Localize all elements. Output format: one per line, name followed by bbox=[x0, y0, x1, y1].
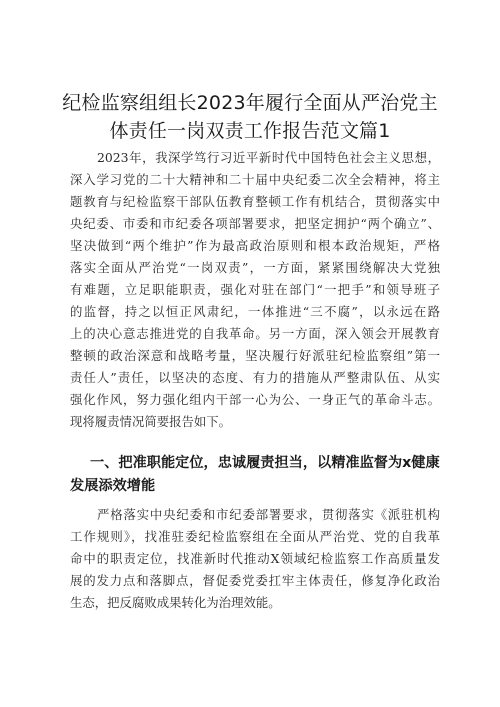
intro-line: 坚决做到“两个维护”作为最高政治原则和根本政治规矩，严格 bbox=[70, 238, 440, 253]
intro-line: 现将履责情况简要报告如下。 bbox=[70, 414, 232, 429]
section-1-line: 生态，把反腐败成果转化为治理效能。 bbox=[70, 595, 281, 610]
intro-line: 有难题，立足职能职责，强化对驻在部门“一把手”和领导班子 bbox=[70, 282, 440, 297]
document-title-line-2: 体责任一岗双责工作报告范文篇1 bbox=[109, 120, 391, 142]
section-1-paragraph bbox=[70, 504, 440, 614]
section-1-line: 严格落实中央纪委和市纪委部署要求，贯彻落实《派驻机构 bbox=[97, 507, 440, 522]
intro-line: 责任人”责任，以坚决的态度、有力的措施从严整肃队伍、从实 bbox=[70, 370, 440, 385]
intro-paragraph bbox=[70, 147, 440, 433]
section-1-line: 展的发力点和落脚点，督促委党委扛牢主体责任，修复净化政治 bbox=[70, 573, 440, 588]
section-1-heading-line-1: 一、把准职能定位，忠诚履责担当，以精准监督为x健康 bbox=[90, 455, 440, 471]
intro-line: 强化作风，努力强化组内干部一心为公、一身正气的革命斗志。 bbox=[70, 392, 440, 407]
intro-line: 2023年，我深学笃行习近平新时代中国特色社会主义思想， bbox=[97, 150, 440, 165]
section-1-heading bbox=[70, 452, 440, 498]
intro-line: 深入学习党的二十大精神和二十届中央纪委二次全会精神，将主 bbox=[70, 172, 440, 187]
section-1-line: 工作规则》，找准驻委纪检监察组在全面从严治党、党的自我革 bbox=[70, 529, 440, 544]
intro-line: 题教育与纪检监察干部队伍教育整顿工作有机结合，贯彻落实中 bbox=[70, 194, 440, 209]
intro-line: 上的决心意志推进党的自我革命。另一方面，深入领会开展教育 bbox=[70, 326, 440, 341]
intro-line: 的监督，持之以恒正风肃纪，一体推进“三不腐”，以永远在路 bbox=[70, 304, 440, 319]
section-1-heading-line-2: 发展添效增能 bbox=[70, 478, 156, 494]
intro-line: 央纪委、市委和市纪委各项部署要求，把坚定拥护“两个确立”、 bbox=[70, 216, 440, 231]
intro-line: 整顿的政治深意和战略考量，坚决履行好派驻纪检监察组”第一 bbox=[70, 348, 440, 363]
intro-line: 落实全面从严治党“一岗双责”，一方面，紧紧围绕解决大党独 bbox=[70, 260, 440, 275]
document-title-line-1: 纪检监察组组长2023年履行全面从严治党主 bbox=[62, 92, 438, 114]
section-1-line: 命中的职责定位，找准新时代推动X领域纪检监察工作高质量发 bbox=[70, 551, 440, 566]
